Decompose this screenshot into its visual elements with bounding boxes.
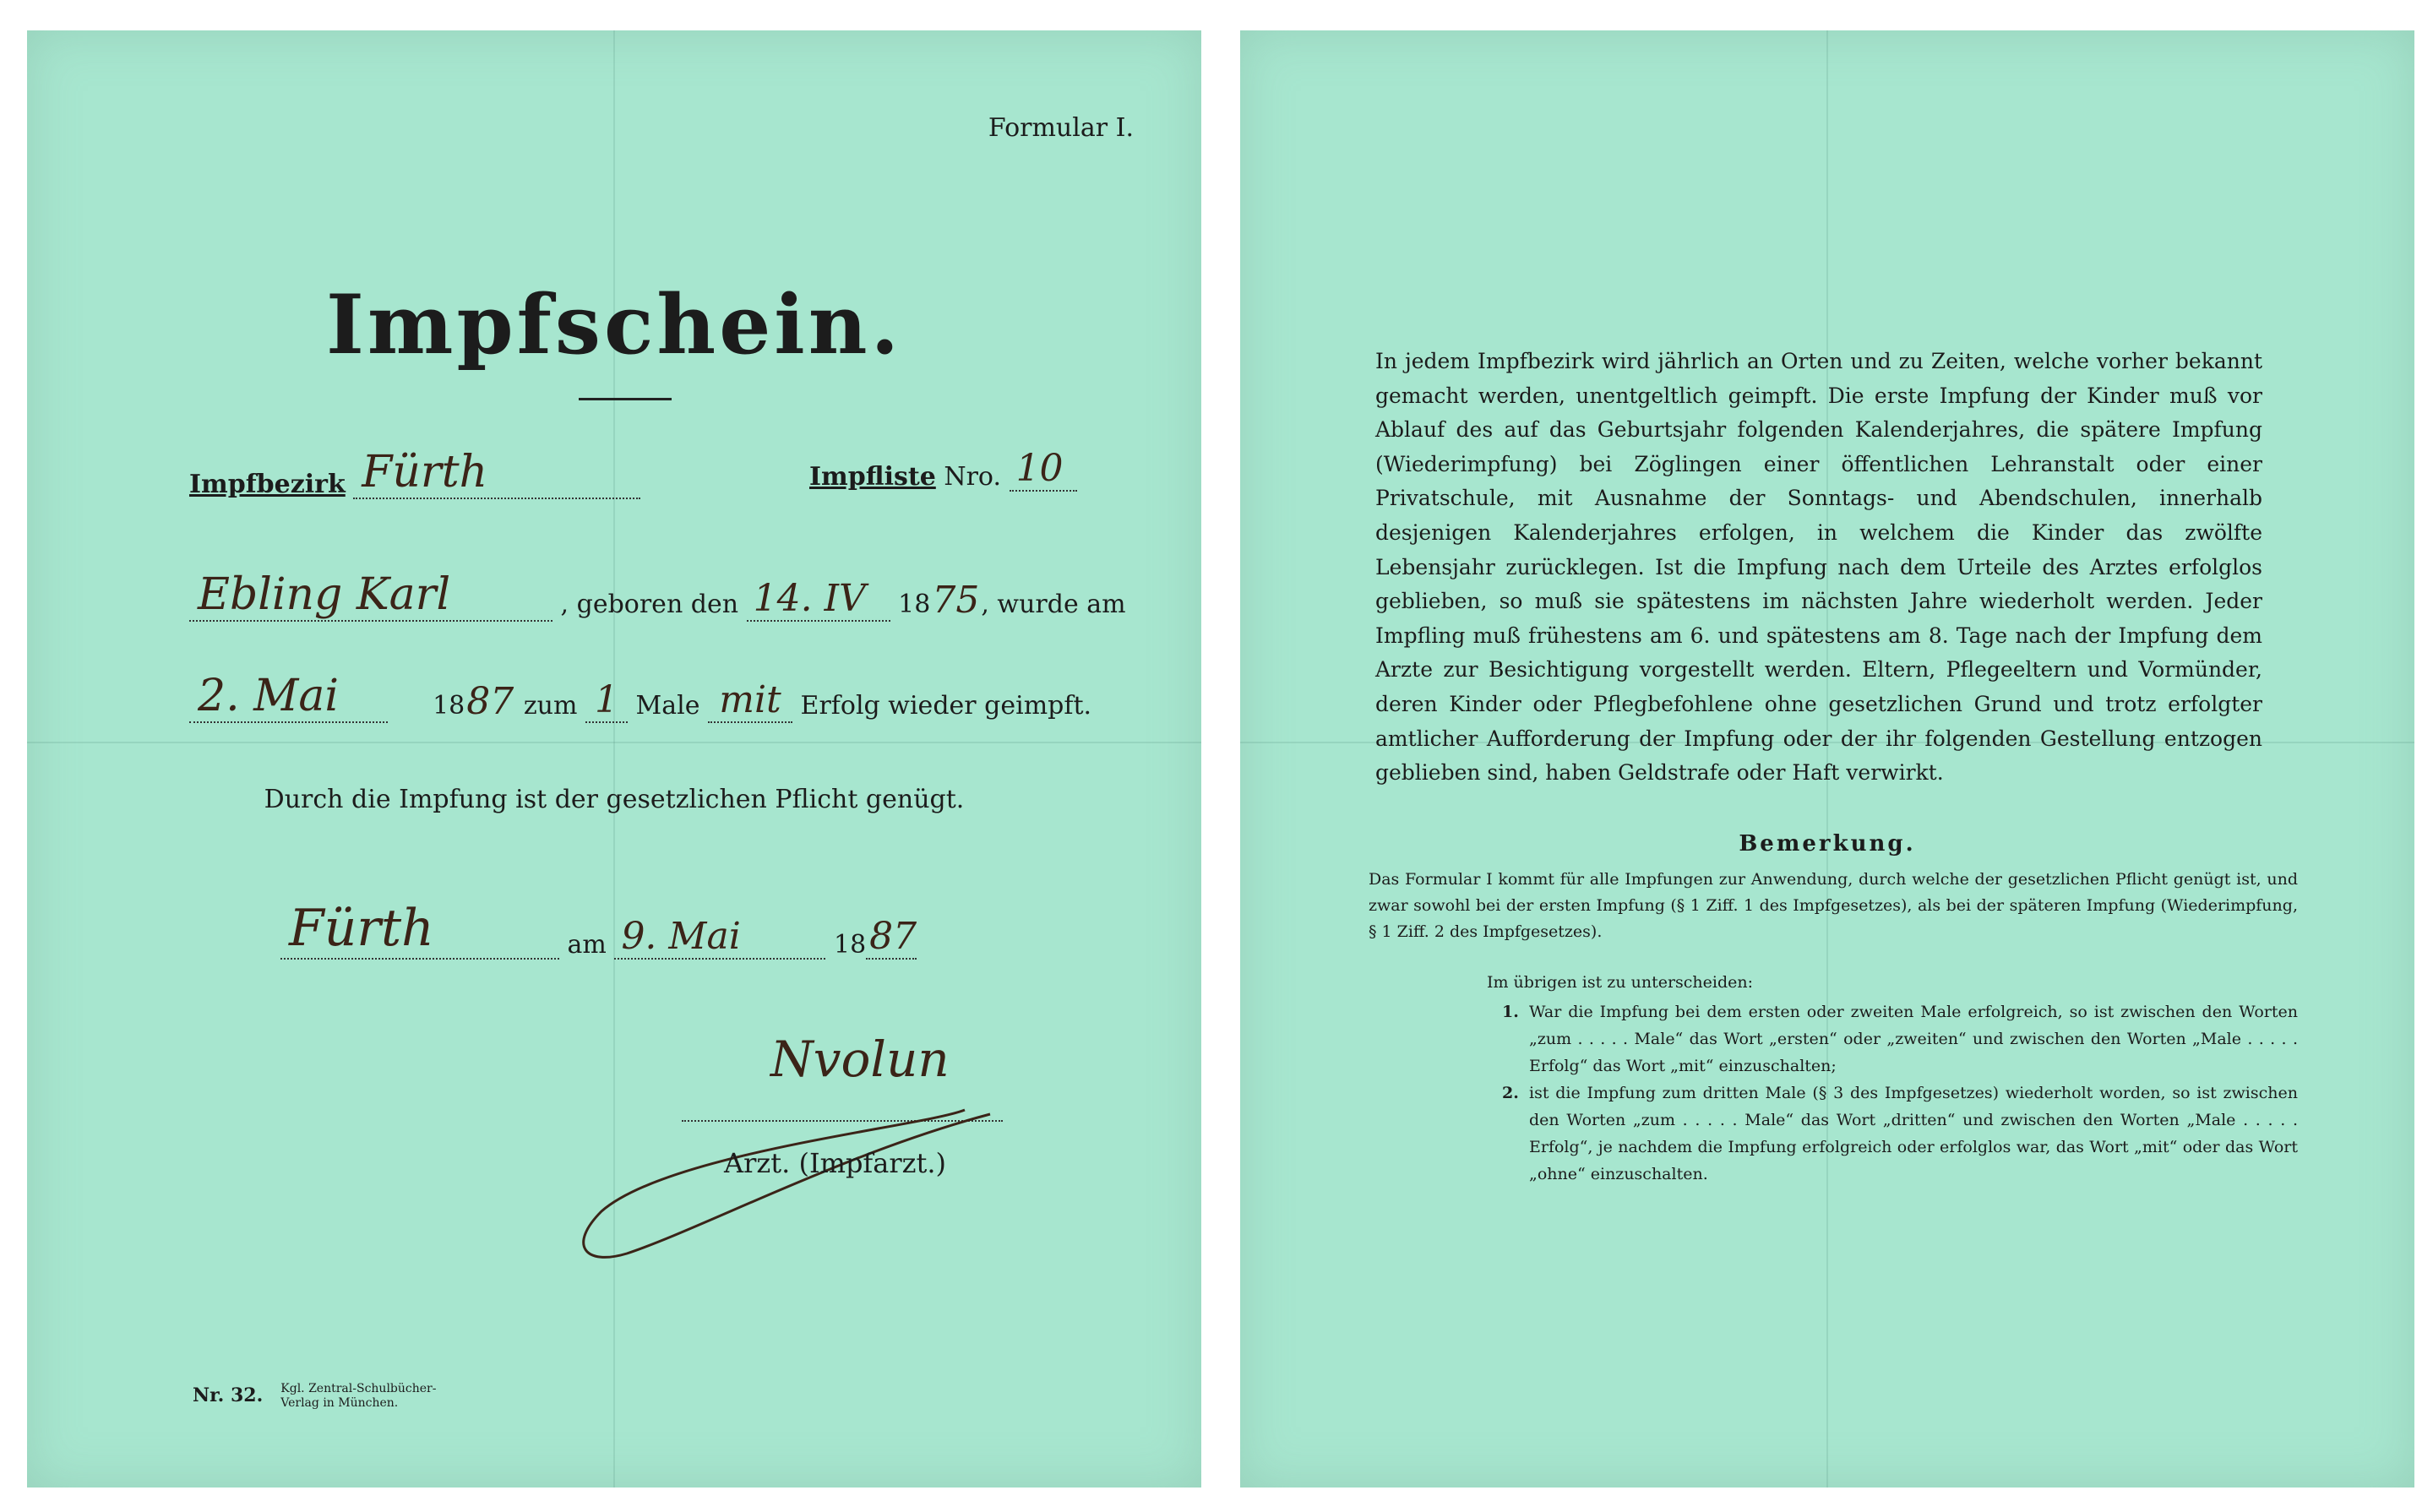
title-divider: [579, 398, 672, 400]
issue-date-value: 9. Mai: [621, 915, 741, 958]
list-label: Impfliste: [809, 462, 936, 492]
place-value: Fürth: [289, 899, 434, 958]
birth-year-suffix: 75: [932, 579, 980, 622]
list-number-label: Nro.: [944, 462, 1002, 492]
form-number: Formular I.: [988, 113, 1134, 143]
place-field: [280, 899, 559, 960]
district-row: [189, 447, 640, 499]
doctor-label: Arzt. (Impfarzt.): [724, 1147, 947, 1179]
publisher-imprint: [280, 1382, 436, 1411]
name-value: Ebling Karl: [198, 569, 451, 620]
vaccination-year-prefix: 18: [433, 691, 465, 721]
remark-item-number: 2.: [1502, 1084, 1519, 1102]
publisher-line-1: Kgl. Zentral-Schulbücher-: [280, 1382, 437, 1395]
birth-date-value: 14. IV: [753, 577, 866, 620]
issue-year-suffix: 87: [869, 915, 917, 958]
issue-year-field: [866, 915, 917, 960]
remark-note: Im übrigen ist zu unterscheiden:: [1487, 973, 1754, 992]
vaccination-list-row: [809, 447, 1077, 492]
district-field: [353, 447, 640, 499]
district-label: Impfbezirk: [189, 470, 346, 499]
remark-list: [1502, 998, 2298, 1188]
issue-date-field: [614, 915, 825, 960]
form-catalog-number: Nr. 32.: [193, 1384, 264, 1406]
name-field: [189, 569, 552, 622]
remark-item-text: ist die Impfung zum dritten Male (§ 3 des Impfgesetzes) wiederholt worden, so ist zwischen den Worten „zum . . . . . Male“ das Wort „dritten“ und zwischen den Worten „Male . . . . . Erfolg“, je nachdem die Impfung erfolgreich oder erfolglos war, das Wort „mit“ oder das Wort „ohne“ einzuschalten.: [1529, 1084, 2298, 1183]
birth-year-prefix: 18: [898, 590, 931, 619]
times-field: [585, 678, 628, 723]
remark-title: Bemerkung.: [1739, 831, 1916, 857]
place-date-row: [280, 899, 917, 960]
birth-row: [189, 569, 1126, 622]
times-label: zum: [523, 691, 578, 721]
fold-line-horizontal: [27, 742, 1201, 743]
vaccination-date-field: [189, 671, 388, 723]
vaccinated-on-label: , wurde am: [981, 590, 1126, 619]
vaccination-certificate-back: [1240, 30, 2414, 1488]
list-item: [1502, 1080, 2298, 1188]
remark-intro: Das Formular I kommt für alle Impfungen zur Anwendung, durch welche der gesetzlichen Pflicht genügt ist, und zwar sowohl bei der ersten Impfung (§ 1 Ziff. 1 des Impfgesetzes), als bei der späteren Impfung (Wiederimpfung, § 1 Ziff. 2 des Impfgesetzes).: [1369, 870, 2298, 941]
list-number-field: [1010, 447, 1077, 492]
vaccination-date-value: 2. Mai: [198, 671, 340, 721]
birth-date-field: [747, 577, 890, 622]
result-label: Erfolg wieder geimpft.: [800, 691, 1092, 721]
born-label: , geboren den: [560, 590, 739, 619]
success-value: mit: [719, 678, 781, 721]
document-title: Impfschein.: [326, 277, 902, 373]
male-label: Male: [635, 691, 700, 721]
publisher-line-2: Verlag in München.: [280, 1396, 399, 1410]
list-item: [1502, 998, 2298, 1080]
vaccination-year-suffix: 87: [466, 680, 514, 723]
list-number-value: 10: [1015, 447, 1064, 490]
regulations-paragraph: In jedem Impfbezirk wird jährlich an Orten und zu Zeiten, welche vorher bekannt gemacht werden, unentgeltlich geimpft. Die erste Impfung der Kinder muß vor Ablauf des auf das Geburtsjahr folgenden Kalenderjahres, die spätere Impfung (Wiederimpfung) bei Zöglingen einer öffentlichen Lehranstalt oder einer Privatschule, mit Ausnahme der Sonntags- und Abendschulen, innerhalb desjenigen Kalenderjahres erfolgen, in welchem die Kinder das zwölfte Lebensjahr zurücklegen. Ist die Impfung nach dem Urteile des Arztes erfolglos geblieben, so muß sie spätestens im nächsten Jahre wiederholt werden. Jeder Impfling muß frühestens am 6. und spätestens am 8. Tage nach der Impfung dem Arzte zur Besichtigung vorgestellt werden. Eltern, Pflegeeltern und Vormünder, deren Kinder oder Pflegbefohlene ohne gesetzlichen Grund und trotz erfolgter amtlicher Aufforderung der Impfung oder der ihr folgenden Gestellung entzogen geblieben sind, haben Geldstrafe oder Haft verwirkt.: [1375, 349, 2262, 786]
remark-item-number: 1.: [1502, 1003, 1519, 1021]
vaccination-row: [189, 671, 1091, 723]
am-label: am: [567, 930, 607, 960]
times-value: 1: [594, 678, 618, 721]
doctor-signature: Nvolun: [770, 1031, 950, 1088]
district-value: Fürth: [362, 447, 488, 498]
vaccination-certificate-front: [27, 30, 1201, 1488]
signature-flourish: [568, 1101, 1007, 1270]
publisher-footer: [193, 1382, 436, 1411]
duty-statement: Durch die Impfung ist der gesetzlichen Pflicht genügt.: [264, 785, 965, 814]
remark-item-text: War die Impfung bei dem ersten oder zweiten Male erfolgreich, so ist zwischen den Worten „zum . . . . . Male“ das Wort „ersten“ oder „zweiten“ und zwischen den Worten „Male . . . . . Erfolg“ das Wort „mit“ einzuschalten;: [1529, 1003, 2298, 1075]
success-field: [708, 678, 792, 723]
issue-year-prefix: 18: [833, 930, 867, 960]
